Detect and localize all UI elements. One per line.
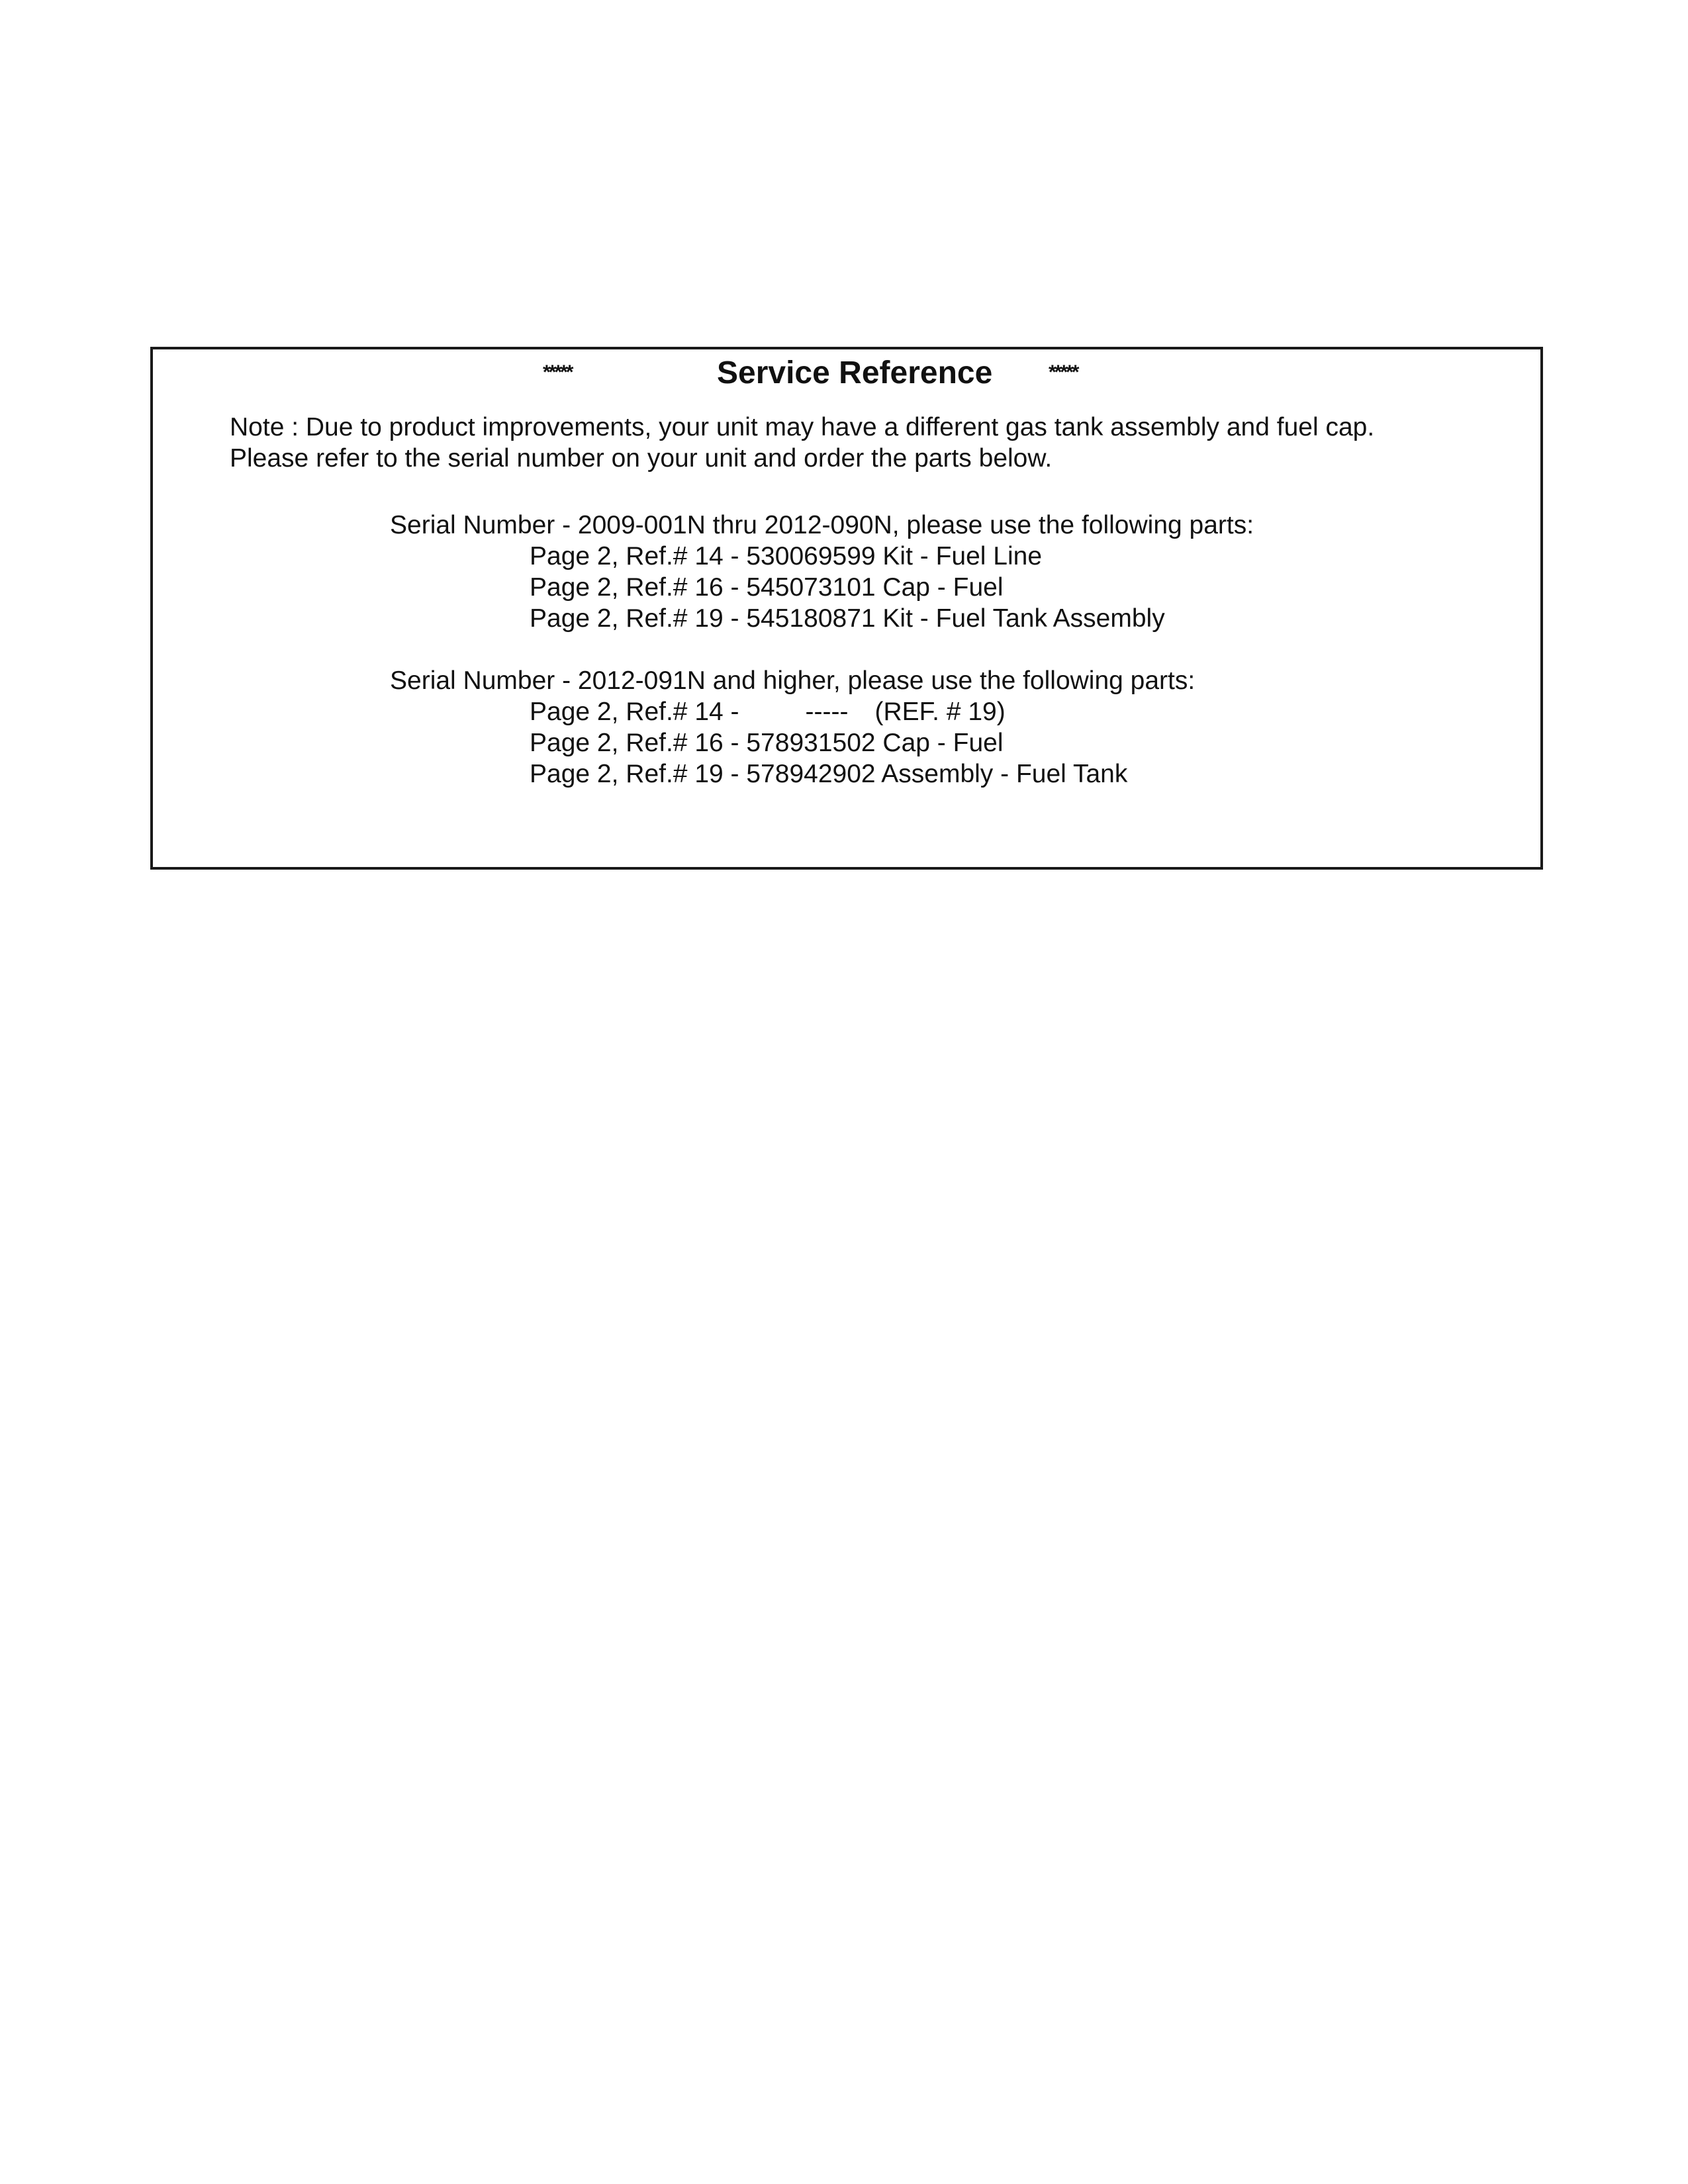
serial-range-2-heading: Serial Number - 2012-091N and higher, please use the following parts: xyxy=(390,666,1196,695)
part-line: Page 2, Ref.# 16 - 545073101 Cap - Fuel xyxy=(530,573,1004,602)
part-line: Page 2, Ref.# 14 - 530069599 Kit - Fuel Line xyxy=(530,542,1043,570)
note-line-1: Note : Due to product improvements, your unit may have a different gas tank assembly and fuel cap. xyxy=(230,413,1375,441)
stars-decoration-left: ***** xyxy=(543,361,572,383)
stars-decoration-right: ***** xyxy=(1049,361,1078,383)
part-line: Page 2, Ref.# 19 - 578942902 Assembly - Fuel Tank xyxy=(530,760,1128,788)
page-title: Service Reference xyxy=(717,355,993,390)
part-line-ref-14 xyxy=(530,696,1006,728)
part-dashes: ----- xyxy=(805,698,849,726)
part-line: Page 2, Ref.# 16 - 578931502 Cap - Fuel xyxy=(530,729,1004,757)
part-prefix: Page 2, Ref.# 14 - xyxy=(530,698,739,726)
note-line-2: Please refer to the serial number on your unit and order the parts below. xyxy=(230,444,1053,473)
serial-range-1-heading: Serial Number - 2009-001N thru 2012-090N, please use the following parts: xyxy=(390,511,1254,539)
part-line: Page 2, Ref.# 19 - 545180871 Kit - Fuel Tank Assembly xyxy=(530,604,1165,633)
part-ref-note: (REF. # 19) xyxy=(874,698,1006,726)
service-reference-heading xyxy=(150,355,1543,394)
